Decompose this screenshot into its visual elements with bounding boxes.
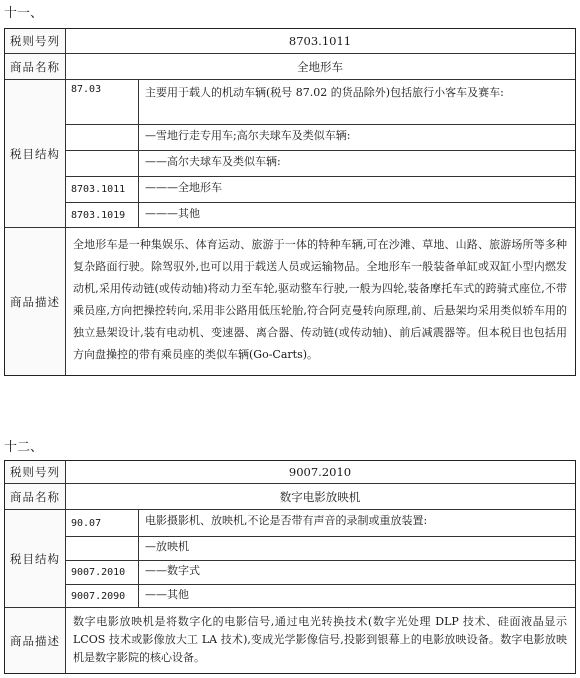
tariff-table <box>4 28 576 376</box>
structure-code: 9007.2090 <box>65 585 139 608</box>
product-name-label: 商品名称 <box>5 484 66 509</box>
tariff-number-label: 税则号列 <box>5 29 66 53</box>
description-text: 数字电影放映机是将数字化的电影信号,通过电光转换技术(数字光处理 DLP 技术、硅面液晶显示 LCOS 技术或影像放大工 LA 技术),变成光学影像信号,投影到银幕上的电影放映设备。数字电影放映机是数字影院的核心设备。 <box>73 615 567 664</box>
product-name-value: 全地形车 <box>297 59 343 74</box>
tariff-number-value: 9007.2010 <box>288 465 352 479</box>
structure-label: 税目结构 <box>5 510 66 607</box>
structure-line <box>65 560 575 584</box>
product-name-label: 商品名称 <box>5 54 66 79</box>
description-text: 全地形车是一种集娱乐、体育运动、旅游于一体的特种车辆,可在沙滩、草地、山路、旅游场所等多种复杂路面行驶。除驾驭外,也可以用于载送人员或运输物品。全地形车一般装备单缸或双缸小型内燃发动机,采用传动链(或传动轴)将动力至车轮,驱动整车行驶,一般为四轮,装备摩托车式的跨骑式座位,不带乘员座,方向把操控转向,采用非公路用低压轮胎,符合阿克曼转向原理,前、后悬架均采用类似轿车用的独立悬架设计,装有电动机、变速器、离合器、传动链(或传动轴)、前后减震器等。但本税目也包括用方向盘操控的带有乘员座的类似车辆(Go-Carts)。 <box>73 238 567 361</box>
section-title: 十一、 <box>4 6 44 21</box>
structure-text: ———其他 <box>145 206 200 220</box>
structure-code: 87.03 <box>65 80 139 124</box>
tariff-number-value: 8703.1011 <box>288 34 352 48</box>
tariff-table <box>4 460 576 674</box>
tariff-number-row <box>5 461 575 483</box>
structure-code: 8703.1011 <box>65 177 139 202</box>
tariff-number-row <box>5 29 575 53</box>
structure-text: 主要用于载人的机动车辆(税号 87.02 的货品除外)包括旅行小客车及赛车: <box>145 86 504 99</box>
structure-text: ——其他 <box>145 587 189 601</box>
structure-code <box>65 151 139 176</box>
structure-line <box>65 124 575 150</box>
structure-text: ——数字式 <box>145 563 200 577</box>
description-label: 商品描述 <box>5 228 66 375</box>
product-name-row <box>5 483 575 509</box>
product-name-value: 数字电影放映机 <box>279 489 361 504</box>
structure-line <box>65 510 575 536</box>
description-row <box>5 607 575 673</box>
structure-code: 9007.2010 <box>65 561 139 584</box>
structure-label: 税目结构 <box>5 80 66 227</box>
structure-row <box>5 79 575 227</box>
structure-line <box>65 176 575 202</box>
structure-text: 电影摄影机、放映机,不论是否带有声音的录制或重放装置: <box>145 514 428 527</box>
structure-code: 8703.1019 <box>65 203 139 228</box>
structure-line <box>65 80 575 124</box>
structure-line <box>65 536 575 560</box>
structure-line <box>65 150 575 176</box>
structure-line <box>65 584 575 608</box>
description-row <box>5 227 575 375</box>
structure-text: ——高尔夫球车及类似车辆: <box>145 154 281 168</box>
structure-row <box>5 509 575 607</box>
structure-text: —放映机 <box>145 539 189 553</box>
structure-text: —雪地行走专用车;高尔夫球车及类似车辆: <box>145 128 351 142</box>
description-label: 商品描述 <box>5 608 66 673</box>
section-title: 十二、 <box>4 440 44 455</box>
structure-code: 90.07 <box>65 510 139 536</box>
tariff-number-label: 税则号列 <box>5 461 66 483</box>
product-name-row <box>5 53 575 79</box>
structure-code <box>65 125 139 150</box>
structure-code <box>65 537 139 560</box>
structure-text: ———全地形车 <box>145 180 222 194</box>
structure-line <box>65 202 575 228</box>
